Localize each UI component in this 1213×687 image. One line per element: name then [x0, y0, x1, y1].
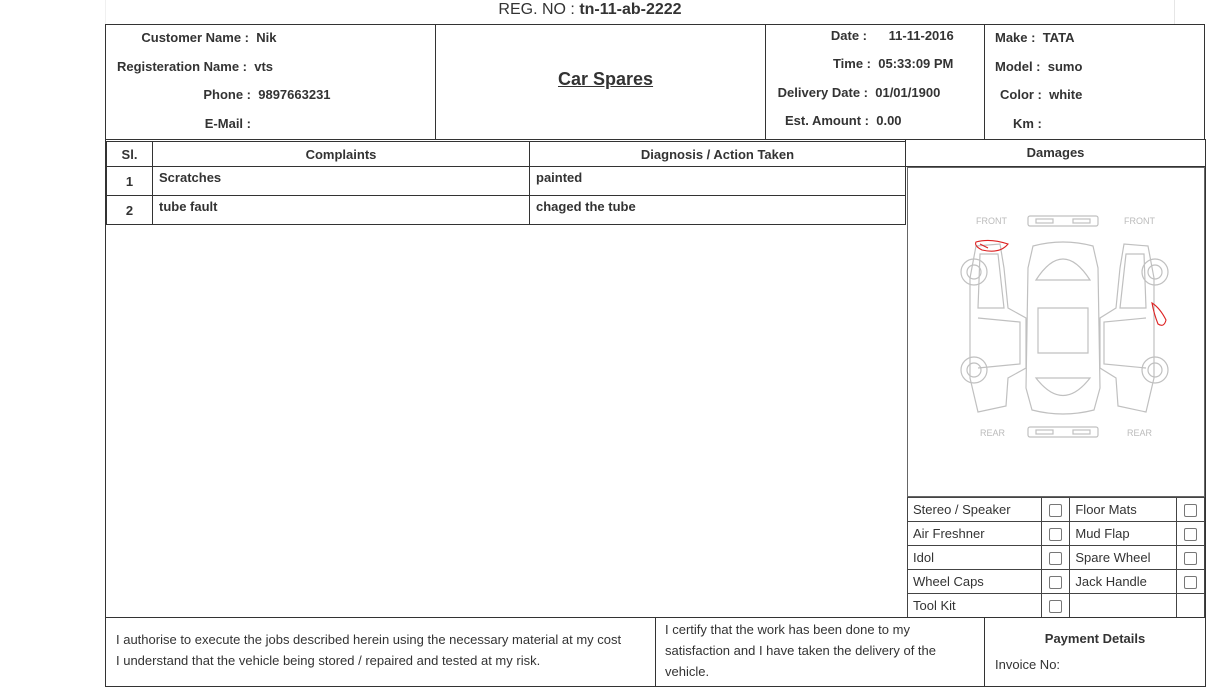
table-row	[107, 167, 906, 196]
accessory-label	[1070, 594, 1177, 618]
row-action: painted	[530, 167, 906, 196]
tool-kit-checkbox[interactable]	[1049, 600, 1062, 613]
accessory-label: Wheel Caps	[908, 570, 1042, 594]
phone-label: Phone :	[203, 87, 251, 102]
payment-box	[984, 617, 1206, 687]
certify-box	[655, 617, 985, 687]
label-front-right: FRONT	[1124, 216, 1155, 226]
accessory-label: Idol	[908, 546, 1042, 570]
label-rear-left: REAR	[980, 428, 1006, 438]
accessory-label: Floor Mats	[1070, 498, 1177, 522]
damages-header	[905, 139, 1206, 167]
payment-title: Payment Details	[1044, 631, 1146, 646]
accessory-label: Stereo / Speaker	[908, 498, 1042, 522]
date-value: 11-11-2016	[888, 28, 954, 43]
car-diagram-svg	[908, 168, 1204, 496]
col-header-diagnosis: Diagnosis / Action Taken	[530, 142, 906, 167]
damage-diagram[interactable]	[907, 167, 1205, 497]
km-label: Km :	[1013, 116, 1042, 131]
row-complaint: Scratches	[153, 167, 530, 196]
delivery-label: Delivery Date :	[777, 85, 868, 100]
accessory-row	[908, 570, 1205, 594]
row-sl: 1	[107, 167, 153, 196]
accessory-row	[908, 498, 1205, 522]
authorise-line-1: I authorise to execute the jobs described herein using the necessary material at my cost	[116, 632, 622, 647]
details-box	[765, 24, 985, 140]
vehicle-box	[984, 24, 1205, 140]
accessory-row	[908, 546, 1205, 570]
accessory-label: Mud Flap	[1070, 522, 1177, 546]
customer-name: Nik	[256, 30, 277, 45]
authorise-box	[105, 617, 656, 687]
wheel-caps-checkbox[interactable]	[1049, 576, 1062, 589]
jack-handle-checkbox[interactable]	[1184, 576, 1197, 589]
make-value: TATA	[1042, 30, 1075, 45]
damages-header-text: Damages	[1026, 145, 1085, 160]
rear-bumper	[1028, 427, 1098, 437]
reg-name: vts	[254, 59, 274, 74]
accessories-table	[907, 497, 1205, 618]
mud-flap-checkbox[interactable]	[1184, 528, 1197, 541]
accessory-row	[908, 594, 1205, 618]
reg-value: tn-11-ab-2222	[579, 1, 682, 18]
label-rear-right: REAR	[1127, 428, 1153, 438]
amount-value: 0.00	[876, 113, 902, 128]
col-header-complaints: Complaints	[153, 142, 530, 167]
stereo-speaker-checkbox[interactable]	[1049, 504, 1062, 517]
color-label: Color :	[1000, 87, 1042, 102]
time-value: 05:33:09 PM	[878, 56, 954, 71]
jobs-table	[106, 141, 906, 225]
model-label: Model :	[995, 59, 1041, 74]
color-value: white	[1049, 87, 1083, 102]
time-label: Time :	[832, 56, 871, 71]
col-header-sl: Sl.	[107, 142, 153, 167]
label-front-left: FRONT	[976, 216, 1007, 226]
certify-text: I certify that the work has been done to my satisfaction and I have taken the delivery of the vehicle.	[665, 622, 937, 679]
customer-box	[105, 24, 436, 140]
air-freshner-checkbox[interactable]	[1049, 528, 1062, 541]
title-box	[435, 24, 766, 140]
email-label: E-Mail :	[204, 116, 251, 131]
floor-mats-checkbox[interactable]	[1184, 504, 1197, 517]
accessory-label: Tool Kit	[908, 594, 1042, 618]
table-row	[107, 196, 906, 225]
front-bumper	[1028, 216, 1098, 226]
make-label: Make :	[995, 30, 1036, 45]
row-action: chaged the tube	[530, 196, 906, 225]
row-sl: 2	[107, 196, 153, 225]
date-label: Date :	[830, 28, 867, 43]
idol-checkbox[interactable]	[1049, 552, 1062, 565]
phone-value: 9897663231	[258, 87, 331, 102]
accessory-label: Air Freshner	[908, 522, 1042, 546]
row-complaint: tube fault	[153, 196, 530, 225]
model-value: sumo	[1047, 59, 1083, 74]
authorise-line-2: I understand that the vehicle being stored / repaired and tested at my risk.	[116, 653, 541, 668]
spare-wheel-checkbox[interactable]	[1184, 552, 1197, 565]
reg-number	[0, 1, 1180, 19]
accessory-label: Jack Handle	[1070, 570, 1177, 594]
page-title: Car Spares	[558, 69, 654, 89]
invoice-label: Invoice No:	[995, 657, 1061, 672]
customer-name-label: Customer Name :	[141, 30, 249, 45]
reg-label: REG. NO :	[498, 1, 575, 18]
accessory-label: Spare Wheel	[1070, 546, 1177, 570]
delivery-value: 01/01/1900	[875, 85, 941, 100]
amount-label: Est. Amount :	[784, 113, 869, 128]
accessory-row	[908, 522, 1205, 546]
damage-marks	[976, 240, 1166, 325]
reg-name-label: Registeration Name :	[116, 59, 247, 74]
car-top-view	[1026, 242, 1100, 414]
car-right-side	[1100, 244, 1168, 412]
car-left-side	[961, 244, 1026, 412]
